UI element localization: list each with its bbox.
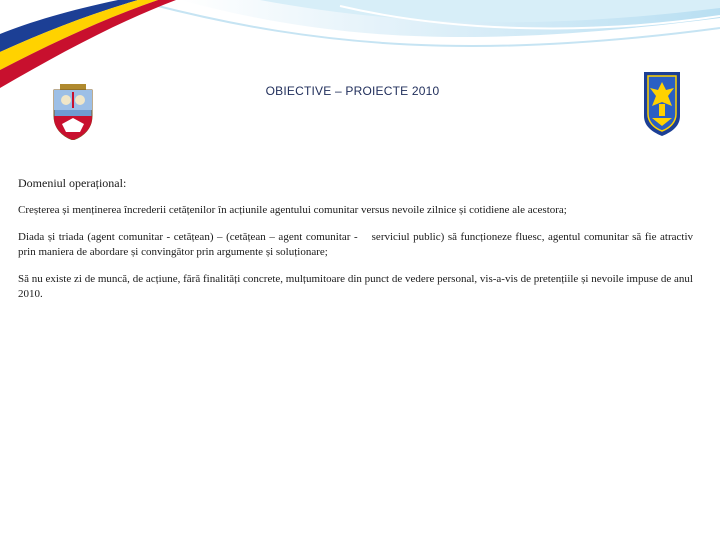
section-heading: Domeniul operațional:	[18, 176, 127, 190]
document-body	[18, 176, 693, 314]
objective-paragraph-2	[18, 230, 693, 260]
police-crest-icon	[640, 72, 684, 136]
objective-paragraph-2-part-a: Diada și triada (agent comunitar - cetățean) – (cetățean – agent comunitar -	[18, 231, 358, 243]
page-title: OBIECTIVE – PROIECTE 2010	[265, 84, 440, 98]
objective-paragraph-2-part-b: serviciul public) să funcționeze fluesc, agentul comunitar să fie atractiv prin maniera de abordare și convingător prin argumente și soluționare;	[18, 231, 693, 258]
objective-paragraph-3: Să nu existe zi de muncă, de acțiune, fără finalități concrete, mulțumitoare din punct de vedere personal, vis-a-vis de pretențiile și nevoile impuse de anul 2010.	[18, 273, 693, 300]
objective-paragraph-1: Creșterea și menținerea încrederii cetățenilor în acțiunile agentului comunitar versus nevoile zilnice și cotidiene ale acestora;	[18, 204, 567, 216]
